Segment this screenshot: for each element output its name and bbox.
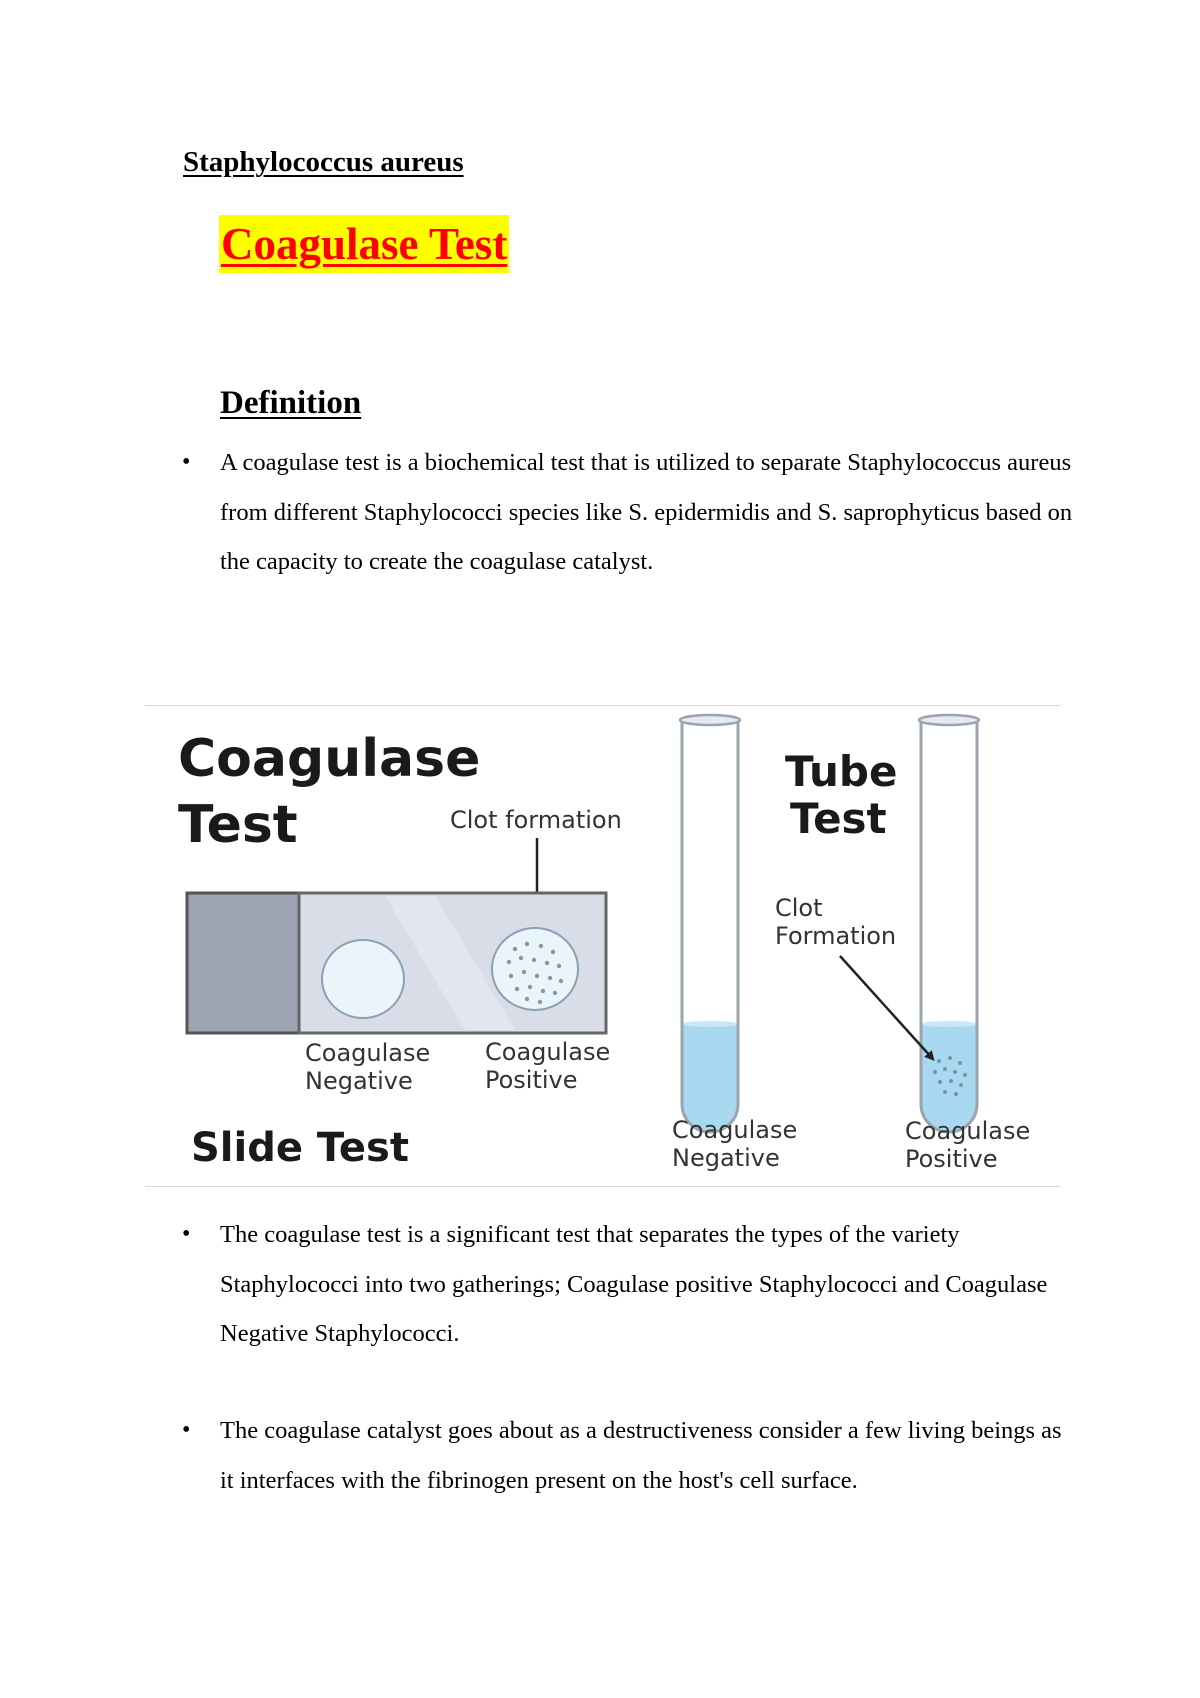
slide-clot-formation-label: Clot formation (450, 806, 622, 834)
glass-slide (187, 893, 606, 1033)
tube-test-title-line1: Tube (785, 747, 898, 796)
slide-positive-label-line1: Coagulase (485, 1038, 611, 1066)
tube-clot-label-line2: Formation (775, 922, 897, 950)
tube-positive-label-line2: Positive (905, 1145, 998, 1173)
tube-clot-label-line1: Clot (775, 894, 823, 922)
figure-title-line2: Test (178, 795, 298, 855)
tube-positive-rim (919, 715, 979, 725)
coagulase-diagram (145, 706, 1060, 1186)
bullet-dot-icon: • (182, 449, 191, 475)
bullet-dot-icon: • (182, 1417, 191, 1443)
bullet-text: A coagulase test is a biochemical test that is utilized to separate Staphylococcus aureus from different Staphylococci species like S. epidermidis and S. saprophyticus based on the capacity to create the coagulase catalyst. (220, 449, 1073, 575)
slide-negative-drop (322, 940, 404, 1018)
document-subject: Staphylococcus aureus (183, 146, 464, 178)
slide-negative-label-line1: Coagulase (305, 1039, 431, 1067)
bullet-dot-icon: • (182, 1221, 191, 1247)
slide-test-caption: Slide Test (191, 1125, 409, 1171)
bullet-text: The coagulase test is a significant test that separates the types of the variety Staphylococci into two gatherings; Coagulase positive Staphylococci and Coagulase Negative Staphylococci. (220, 1221, 1048, 1347)
coagulase-test-figure (145, 705, 1060, 1187)
slide-positive-drop (492, 928, 578, 1010)
bullet-text: The coagulase catalyst goes about as a destructiveness consider a few living beings as it interfaces with the fibrinogen present on the host's cell surface. (220, 1417, 1062, 1494)
tube-negative-rim (680, 715, 740, 725)
tube-negative (680, 715, 740, 1132)
figure-title-line1: Coagulase (178, 729, 481, 789)
tube-positive (919, 715, 979, 1132)
tube-positive-liquid (921, 1024, 977, 1132)
document-title: Coagulase Test (219, 215, 509, 273)
slide-negative-label-line2: Negative (305, 1067, 413, 1095)
slide-frosted-end (187, 893, 299, 1033)
bullet-item (182, 1406, 1080, 1505)
bullet-item (182, 1210, 1080, 1359)
bullet-item (182, 438, 1080, 587)
tube-negative-meniscus (682, 1021, 738, 1027)
section-heading-definition: Definition (220, 385, 362, 421)
slide-positive-label-line2: Positive (485, 1066, 578, 1094)
tube-negative-label-line2: Negative (672, 1144, 780, 1172)
tube-test-title-line2: Test (790, 794, 887, 843)
tube-negative-label-line1: Coagulase (672, 1116, 798, 1144)
tube-positive-label-line1: Coagulase (905, 1117, 1031, 1145)
tube-arrow (840, 956, 932, 1058)
tube-positive-meniscus (921, 1021, 977, 1027)
